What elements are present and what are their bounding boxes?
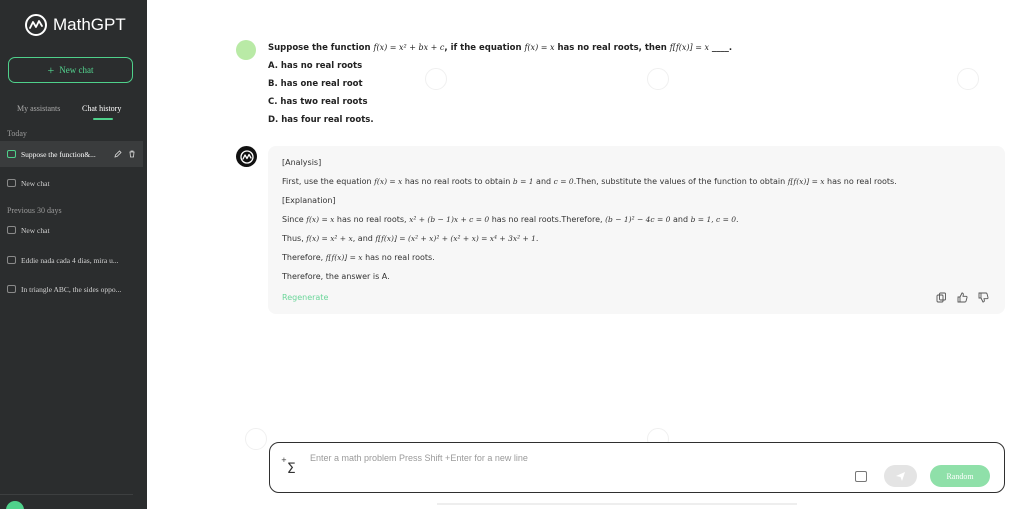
- user-avatar[interactable]: [6, 501, 24, 509]
- thumbs-up-icon[interactable]: [957, 292, 968, 303]
- explanation-line: [282, 215, 991, 225]
- send-icon: [895, 471, 906, 482]
- send-button[interactable]: [884, 465, 917, 487]
- history-item-title: New chat: [21, 178, 50, 188]
- option-b: B. has one real root: [268, 79, 363, 89]
- section-label-today: Today: [7, 129, 27, 138]
- question-expression: f[f(x)] = x: [669, 43, 709, 52]
- explanation-text-part: Thus,: [282, 234, 307, 243]
- tab-chat-history[interactable]: Chat history: [82, 104, 122, 113]
- question-prefix: Suppose the function: [268, 43, 374, 53]
- explanation-line: [282, 234, 991, 244]
- analysis-text-part: First, use the equation: [282, 177, 375, 186]
- new-chat-label: New chat: [59, 65, 94, 75]
- plus-icon: +: [47, 63, 55, 77]
- math-expression: f[f(x)] = x: [787, 177, 825, 186]
- sidebar: [0, 0, 147, 509]
- explanation-text-part: has no real roots.Therefore,: [489, 215, 606, 224]
- section-label-previous-30-days: Previous 30 days: [7, 206, 62, 215]
- history-item[interactable]: [0, 170, 143, 196]
- chat-bubble-icon: [7, 285, 16, 293]
- explanation-line: [282, 253, 991, 263]
- trash-icon[interactable]: [128, 150, 136, 158]
- math-expression: f(x) = x² + x: [306, 234, 353, 243]
- footer-disclaimer: [437, 503, 797, 505]
- copy-icon[interactable]: [936, 292, 947, 303]
- analysis-text-part: has no real roots to obtain: [402, 177, 513, 186]
- history-item-title: New chat: [21, 225, 50, 235]
- option-a: A. has no real roots: [268, 61, 363, 71]
- chat-bubble-icon: [7, 226, 16, 234]
- math-symbols-button[interactable]: +Σ: [281, 456, 296, 477]
- question-equation: f(x) = x: [524, 43, 555, 52]
- edit-icon[interactable]: [114, 150, 122, 158]
- history-item[interactable]: [0, 276, 143, 302]
- tab-my-assistants[interactable]: My assistants: [17, 104, 61, 113]
- history-item[interactable]: [0, 247, 143, 273]
- divider: [0, 494, 133, 495]
- image-upload-icon[interactable]: [855, 471, 867, 482]
- explanation-text-part: .: [736, 215, 739, 224]
- math-expression: b = 1, c = 0: [690, 215, 737, 224]
- chat-bubble-icon: [7, 256, 16, 264]
- brand-name: MathGPT: [53, 15, 126, 34]
- analysis-text: [282, 177, 991, 187]
- analysis-text-part: and: [533, 177, 554, 186]
- watermark-icon: [957, 68, 979, 90]
- history-item[interactable]: [0, 217, 143, 243]
- option-c: C. has two real roots: [268, 97, 368, 107]
- explanation-text-part: has no real roots.: [362, 253, 435, 262]
- history-item-title: Eddie nada cada 4 dias, mira u...: [21, 255, 119, 265]
- analysis-text-part: has no real roots.: [824, 177, 897, 186]
- math-expression: (b − 1)² − 4c = 0: [605, 215, 671, 224]
- final-answer: Therefore, the answer is A.: [282, 272, 390, 281]
- math-expression: f(x) = x: [374, 177, 403, 186]
- question-mid2: has no real roots, then: [554, 43, 670, 53]
- thumbs-down-icon[interactable]: [978, 292, 989, 303]
- explanation-text-part: has no real roots,: [334, 215, 410, 224]
- question-mid: , if the equation: [444, 43, 525, 53]
- chat-input-box: [269, 442, 1005, 493]
- explanation-label: [Explanation]: [282, 196, 336, 205]
- history-item-title: Suppose the function&...: [21, 149, 96, 159]
- explanation-text-part: Since: [282, 215, 307, 224]
- bot-avatar-icon: [236, 146, 257, 167]
- answer-card: [268, 146, 1005, 314]
- random-button[interactable]: Random: [930, 465, 990, 487]
- math-expression: f[f(x)] = (x² + x)² + (x² + x) = x⁴ + 3x² + 1: [375, 234, 536, 243]
- math-expression: f[f(x)] = x: [325, 253, 363, 262]
- regenerate-button[interactable]: Regenerate: [282, 293, 329, 302]
- question-blank: ____.: [708, 43, 733, 53]
- option-d: D. has four real roots.: [268, 115, 374, 125]
- explanation-text-part: .: [535, 234, 539, 243]
- chat-main: [147, 0, 1024, 509]
- math-expression: c = 0: [553, 177, 574, 186]
- question-function: f(x) = x² + bx + c: [373, 43, 445, 52]
- math-expression: f(x) = x: [306, 215, 335, 224]
- analysis-label: [Analysis]: [282, 158, 322, 167]
- history-item-title: In triangle ABC, the sides oppo...: [21, 284, 122, 294]
- math-expression: x² + (b − 1)x + c = 0: [409, 215, 490, 224]
- logo[interactable]: [25, 14, 126, 36]
- question-text: [268, 43, 732, 53]
- explanation-text-part: , and: [352, 234, 376, 243]
- chat-input[interactable]: [310, 451, 810, 465]
- answer-actions: [936, 292, 989, 303]
- explanation-text-part: Therefore,: [282, 253, 326, 262]
- analysis-text-part: .Then, substitute the values of the function to obtain: [573, 177, 788, 186]
- mathgpt-logo-icon: [25, 14, 47, 36]
- chat-bubble-icon: [7, 150, 16, 158]
- chat-bubble-icon: [7, 179, 16, 187]
- new-chat-button[interactable]: [8, 57, 133, 83]
- explanation-text-part: and: [670, 215, 691, 224]
- math-expression: b = 1: [512, 177, 534, 186]
- user-message-avatar: [236, 40, 256, 60]
- history-item[interactable]: [0, 141, 143, 167]
- watermark-icon: [245, 428, 267, 450]
- user-question: [268, 43, 732, 133]
